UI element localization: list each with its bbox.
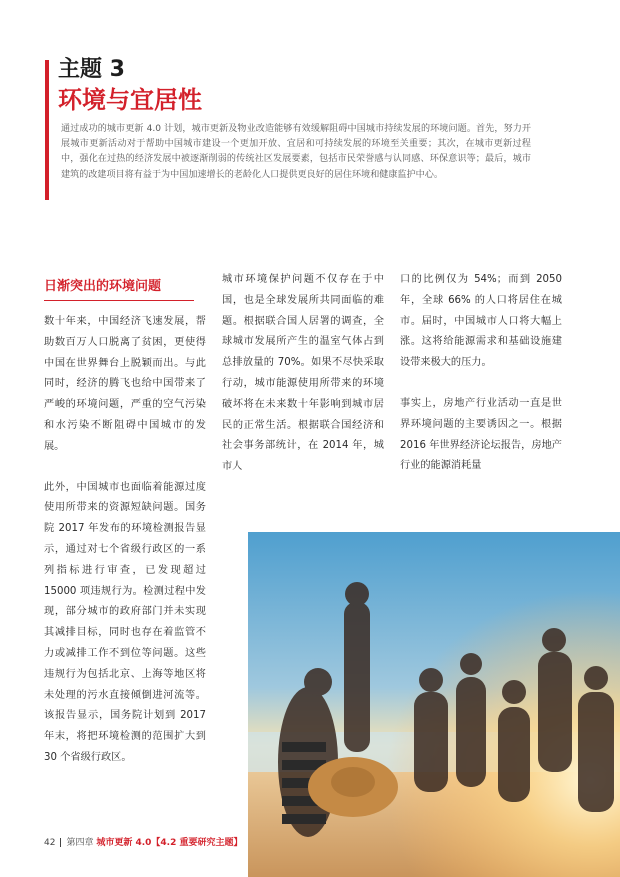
beach-group-photo [248, 532, 620, 877]
column-3-paragraph-1: 口的比例仅为 54%；而到 2050 年，全球 66% 的人口将居住在城市。届时，中国城市人口将大幅上涨。这将给能源需求和基础设施建设带来极大的压力。 [400, 274, 562, 369]
page-number: 42 [44, 838, 56, 848]
intro-paragraph: 通过成功的城市更新 4.0 计划，城市更新及物业改造能够有效缓解阻碍中国城市持续发展的环境问题。首先，努力开展城市更新活动对于帮助中国城市建设一个更加开放、宜居和可持续发展的环境至关重要；其次，在城市更新过程中，强化在过热的经济发展中被逐渐削弱的传统社区发展要素，包括市民荣誉感与认同感、环保意识等；最后，城市建筑的改建项目将有益于为中国加速增长的老龄化人口提供更良好的居住环境和健康监护中心。 [61, 124, 531, 180]
column-1-paragraph-1: 数十年来，中国经济飞速发展，帮助数百万人口脱离了贫困，更使得中国在世界舞台上脱颖而出。与此同时，经济的腾飞也给中国带来了严峻的环境问题，严重的空气污染和水污染不断阻碍中国城市的发展。 [44, 316, 206, 452]
footer-chapter: 第四章 [66, 838, 94, 848]
section-heading-rule [44, 300, 194, 301]
column-1 [44, 312, 206, 769]
footer-separator [60, 838, 61, 847]
section-heading: 日渐突出的环境问题 [44, 279, 162, 294]
column-1-paragraph-2: 此外，中国城市也面临着能源过度使用所带来的资源短缺问题。国务院 2017 年发布的环境检测报告显示，通过对七个省级行政区的一系列指标进行审查，已发现超过 15000 项违规行为。检测过程中发现，部分城市的政府部门并未实现其减排目标，同时也存在着监管不力或减排工作不到位等问题。这些违规行为包括北京、上海等地区将未处理的污水直接倾倒进河流等。该报告显示，国务院计划到 2017 年末，将把环境检测的范围扩大到 30 个省级行政区。 [44, 481, 206, 763]
page-footer [44, 836, 243, 850]
title-block [58, 56, 202, 116]
column-3 [400, 270, 562, 477]
column-2 [222, 270, 384, 478]
page-title: 环境与宜居性 [58, 86, 202, 114]
column-2-paragraph-1: 城市环境保护问题不仅存在于中国，也是全球发展所共同面临的难题。根据联合国人居署的调查，全球城市发展所产生的温室气体占到总排放量的 70%。如果不尽快采取行动，城市能源使用所带来的环境破坏将在未来数十年影响到城市居民的正常生活。根据联合国经济和社会事务部统计，在 2014 年，城市人 [222, 274, 384, 473]
accent-bar [45, 60, 49, 200]
theme-kicker: 主题 3 [58, 57, 125, 82]
footer-section-title: 城市更新 4.0【4.2 重要研究主题】 [96, 838, 243, 848]
column-3-paragraph-2: 事实上，房地产行业活动一直是世界环境问题的主要诱因之一。根据 2016 年世界经济论坛报告，房地产行业的能源消耗量 [400, 397, 562, 472]
